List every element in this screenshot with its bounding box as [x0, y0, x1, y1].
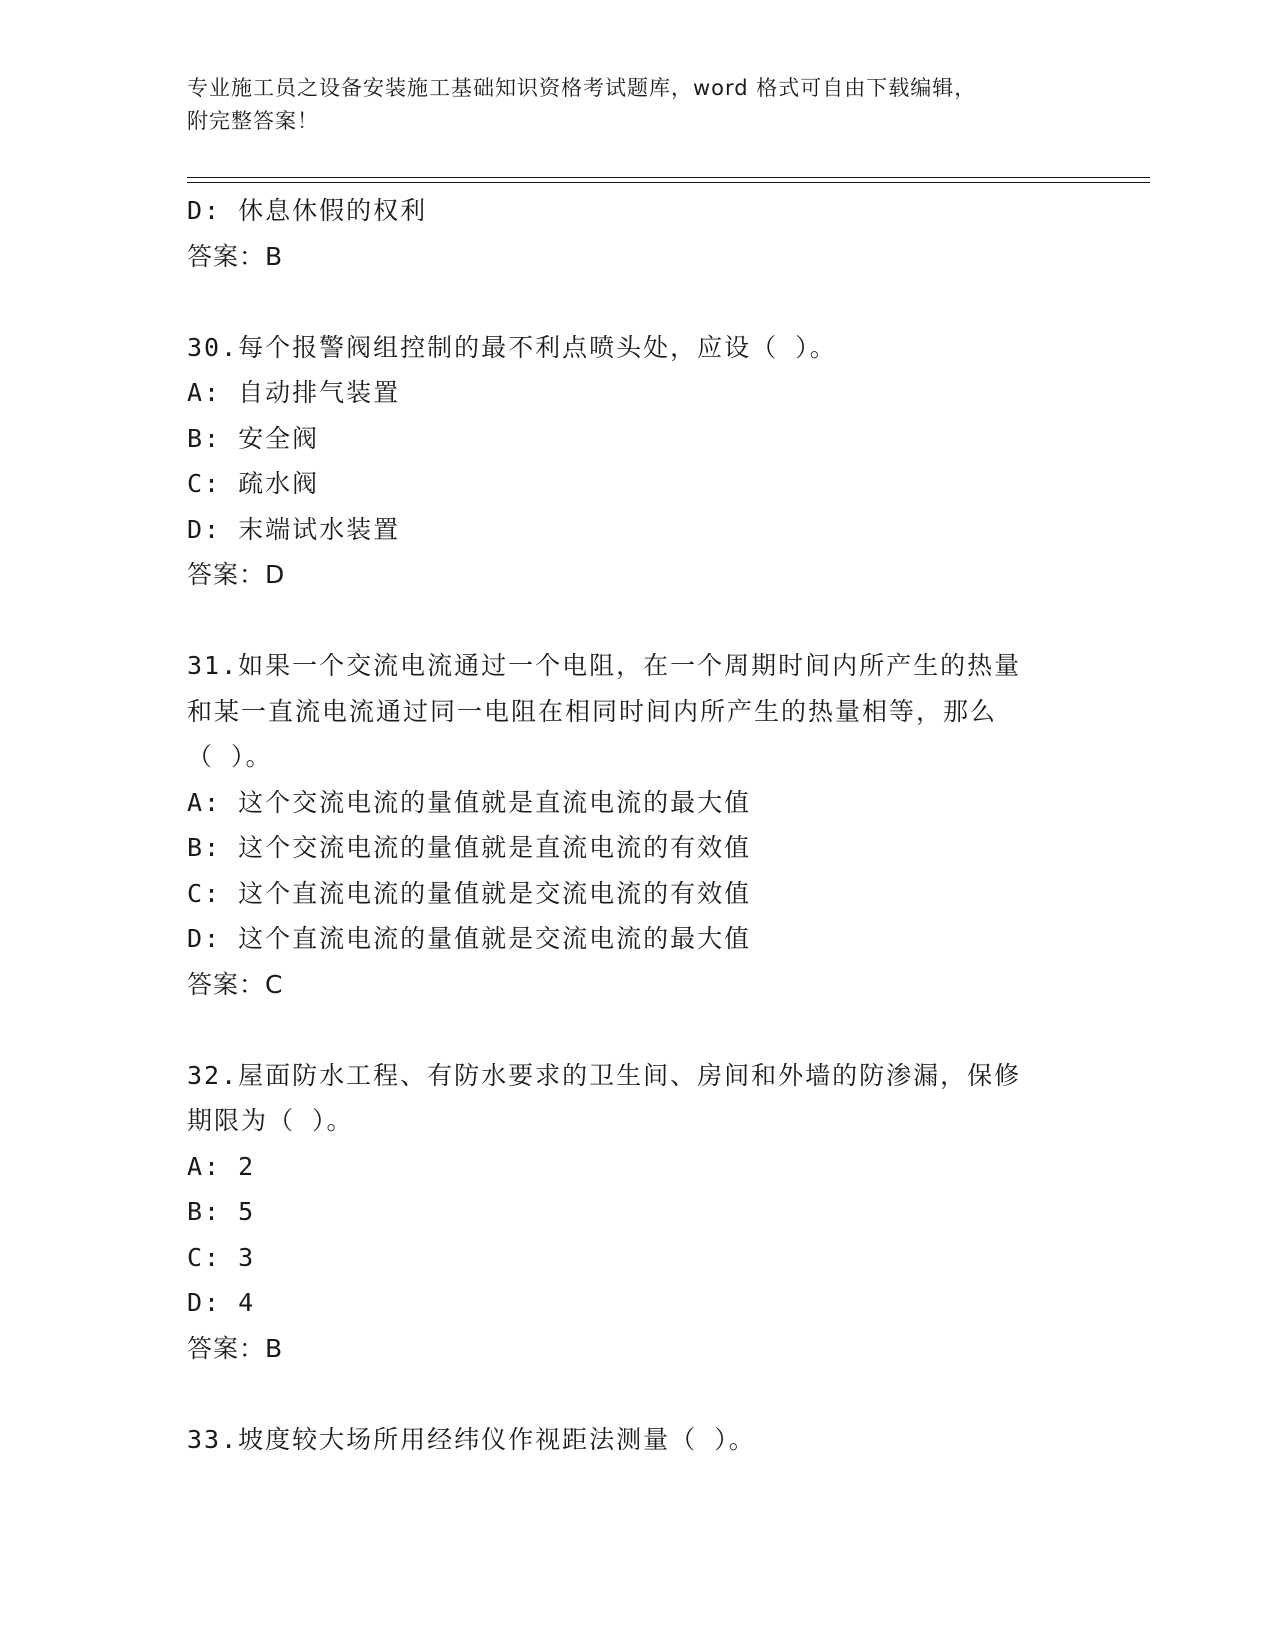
- q31-title-line-2: 和某一直流电流通过同一电阻在相同时间内所产生的热量相等，那么: [187, 696, 998, 726]
- header-line-1: 专业施工员之设备安装施工基础知识资格考试题库，word 格式可自由下载编辑，: [187, 76, 977, 100]
- q32-title-line-1: 32.屋面防水工程、有防水要求的卫生间、房间和外墙的防渗漏，保修: [187, 1060, 1022, 1090]
- q32-title-line-2: 期限为（ ）。: [187, 1106, 354, 1135]
- q30-answer: 答案：D: [187, 560, 286, 589]
- q30-option-d: D: 末端试水装置: [187, 514, 401, 544]
- q33-title: 33.坡度较大场所用经纬仪作视距法测量（ ）。: [187, 1424, 756, 1454]
- q32-option-a: A: 2: [187, 1151, 256, 1181]
- q31-option-d: D: 这个直流电流的量值就是交流电流的最大值: [187, 924, 752, 953]
- q31-title-line-3: （ ）。: [187, 742, 273, 771]
- q29-answer: 答案：B: [187, 241, 284, 271]
- q32-option-c: C: 3: [187, 1242, 256, 1272]
- q32-option-b: B: 5: [187, 1197, 256, 1226]
- q31-option-a: A: 这个交流电流的量值就是直流电流的最大值: [187, 787, 752, 817]
- header-line-2: 附完整答案！: [187, 109, 319, 133]
- document-header: [187, 72, 1087, 138]
- spacer: [187, 279, 1087, 325]
- spacer: [187, 1007, 1087, 1053]
- q32-option-d: D: 4: [187, 1288, 256, 1317]
- q30-title: 30.每个报警阀组控制的最不利点喷头处，应设（ ）。: [187, 332, 837, 362]
- q29-option-d: D: 休息休假的权利: [187, 196, 428, 225]
- q31-title-line-1: 31.如果一个交流电流通过一个电阻，在一个周期时间内所产生的热量: [187, 651, 1022, 680]
- q31-option-b: B: 这个交流电流的量值就是直流电流的有效值: [187, 833, 752, 862]
- spacer: [187, 1371, 1087, 1417]
- q30-option-c: C: 疏水阀: [187, 469, 320, 498]
- header-divider-top: [187, 177, 1150, 178]
- spacer: [187, 598, 1087, 644]
- q31-answer: 答案：C: [187, 969, 284, 999]
- question-list: [187, 188, 1087, 1462]
- q31-option-c: C: 这个直流电流的量值就是交流电流的有效值: [187, 878, 752, 908]
- q32-answer: 答案：B: [187, 1333, 284, 1363]
- header-divider-bottom: [187, 182, 1150, 183]
- q30-option-a: A: 自动排气装置: [187, 378, 401, 407]
- q30-option-b: B: 安全阀: [187, 423, 320, 453]
